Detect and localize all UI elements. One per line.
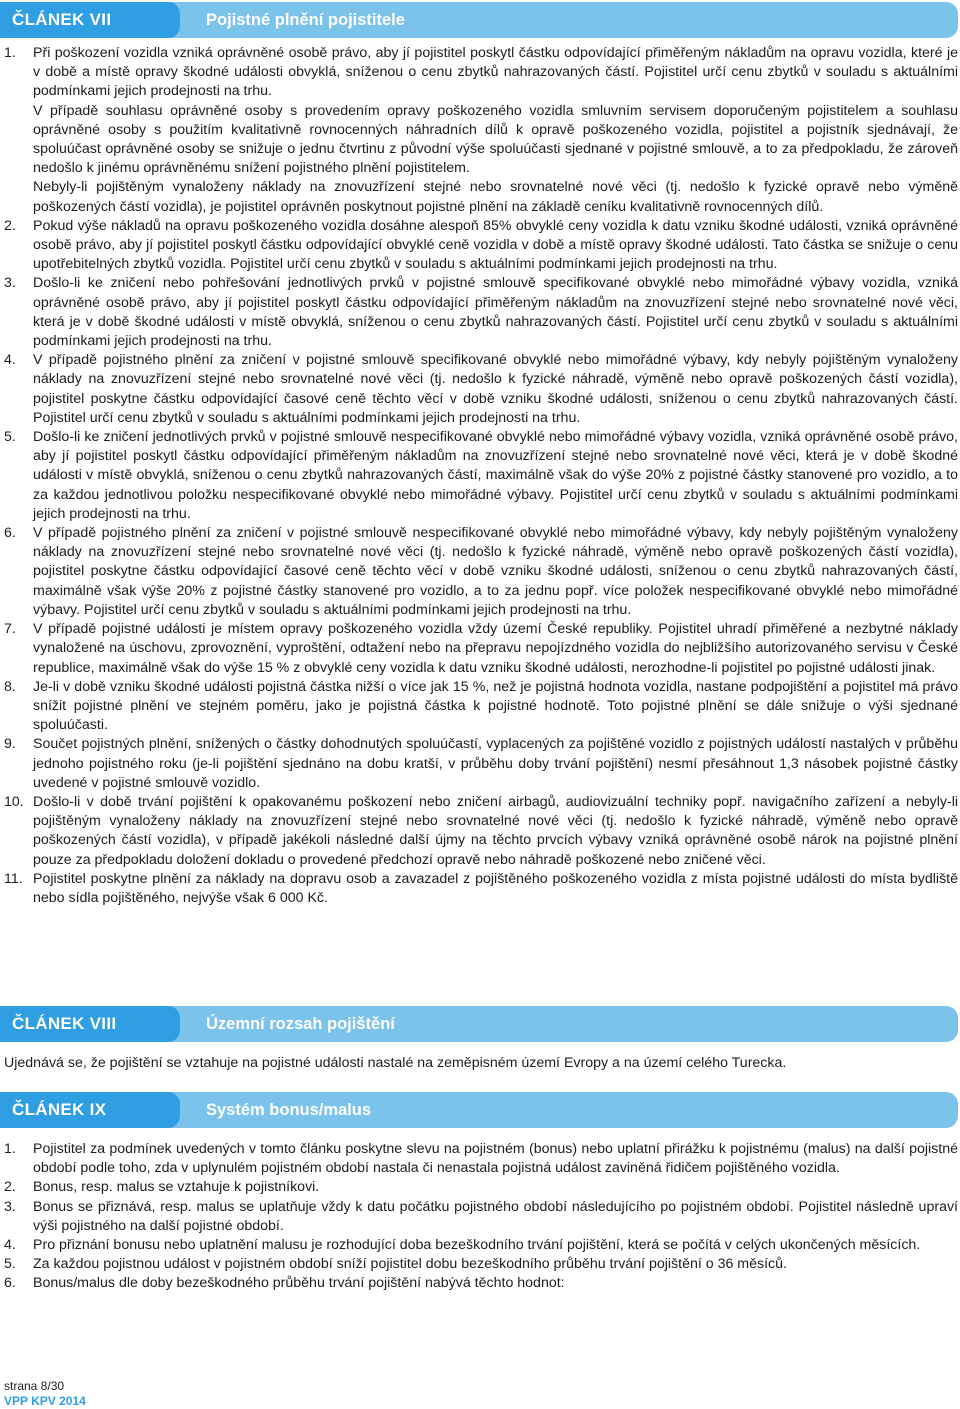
- article-7-item: [0, 351, 958, 428]
- item-paragraph: Bonus, resp. malus se vztahuje k pojistníkovi.: [33, 1179, 320, 1196]
- item-number: 3.: [4, 1198, 16, 1215]
- article-9-item: [0, 1140, 958, 1178]
- document-id: VPP KPV 2014: [4, 1394, 86, 1408]
- article-9-list: [0, 1140, 958, 1294]
- item-number: 9.: [4, 736, 16, 753]
- article-7-item: [0, 793, 958, 870]
- item-number: 1.: [4, 1141, 16, 1157]
- article-7-item: [0, 678, 958, 736]
- item-number: 8.: [4, 678, 16, 695]
- article-9-item: [0, 1255, 958, 1274]
- item-number: 11.: [4, 870, 23, 887]
- item-paragraph: V případě pojistného plnění za zničení v pojistné smlouvě specifikované obvyklé nebo mimořádné výbavy, kdy nebyly pojištěným vynaloženy náklady na znovuzřízení stejné nebo srovnatelné nové věci (tj. nedošlo k fyzické náhradě, výměně nebo opravě poškozených částí vozidla), pojistitel poskytne částku odpovídající časové ceně těchto věcí v době vzniku škodné události, sníženou o cenu zbytků nahrazovaných částí. Pojistitel určí cenu zbytků v souladu s aktuálními podmínkami jejich prodejnosti na trhu.: [33, 352, 958, 426]
- article-9-title: Systém bonus/malus: [206, 1101, 372, 1119]
- item-paragraph: Za každou pojistnou událost v pojistném období sníží pojistitel dobu bezeškodního průběhu trvání pojištění o 36 měsíců.: [33, 1256, 787, 1273]
- item-paragraph: Došlo-li v době trvání pojištění k opakovanému poškození nebo zničení airbagů, audiovizuální techniky popř. navigačního zařízení a nebyly-li pojištěným vynaloženy náklady na znovuzřízení stejné nebo srovnatelné nové věci (tj. nedošlo k fyzické náhradě, výměně nebo opravě poškozených částí vozidla), v případě jakékoli následné další újmy na těchto prvcích výbavy vzniká oprávněné osobě nárok na pojistné plnění pouze za předpokladu doložení dokladu o provedené předchozí opravě nebo náhradě poškozené nebo zničené věci.: [33, 793, 958, 868]
- article-7-list: [0, 44, 958, 908]
- item-number: 2.: [4, 1179, 16, 1196]
- article-7-title: Pojistné plnění pojistitele: [206, 11, 405, 29]
- page-number: strana 8/30: [4, 1379, 65, 1393]
- article-7-number: ČLÁNEK VII: [0, 2, 180, 38]
- article-8-number: ČLÁNEK VIII: [0, 1006, 180, 1042]
- article-9-item: [0, 1198, 958, 1236]
- article-9-header: [0, 1092, 958, 1128]
- item-number: 10.: [4, 793, 24, 810]
- article-7-item: [0, 44, 958, 217]
- item-paragraph: Součet pojistných plnění, snížených o částky dohodnutých spoluúčastí, vyplacených za pojištěné vozidlo z pojistných událostí nastalých v průběhu jednoho pojistného roku (je-li pojištění sjednáno na dobu kratší, v průběhu doby trvání pojištění) nesmí přesáhnout 1,3 násobek pojistné částky uvedené v pojistné smlouvě vozidlo.: [33, 736, 958, 791]
- item-number: 6.: [4, 525, 16, 542]
- item-number: 6.: [4, 1275, 16, 1292]
- article-9-item: [0, 1274, 958, 1293]
- article-7-header: [0, 2, 958, 38]
- item-paragraph: Pro přiznání bonusu nebo uplatnění malusu je rozhodující doba bezeškodního trvání pojištění, která se počítá v celých ukončených měsících.: [33, 1237, 921, 1254]
- item-paragraph: V případě pojistného plnění za zničení v pojistné smlouvě nespecifikované obvyklé nebo mimořádné výbavy, kdy nebyly pojištěným vynaloženy náklady na znovuzřízení stejné nebo srovnatelné nové věci (tj. nedošlo k fyzické náhradě, výměně nebo opravě poškozených částí vozidla), pojistitel poskytne částku odpovídající časové ceně těchto věcí v době vzniku škodné události, sníženou o cenu zbytků nahrazovaných částí, maximálně však výše 20% z pojistné částky stanovené pro vozidlo, a to za jednu popř. více položek nespecifikované obvyklé nebo mimořádné výbavy. Pojistitel určí cenu zbytků v souladu s aktuálními podmínkami jejich prodejnosti na trhu.: [33, 525, 958, 618]
- item-paragraph: Pojistitel poskytne plnění za náklady na dopravu osob a zavazadel z pojištěného poškozeného vozidla z místa pojistné události do místa bydliště nebo sídla pojištěného, nejvýše však 6 000 Kč.: [33, 870, 958, 906]
- item-paragraph: V případě pojistné události je místem opravy poškozeného vozidla vždy území České republiky. Pojistitel uhradí přiměřené a nezbytné náklady vynaložené na úschovu, zprovoznění, vyproštění, odtažení nebo na přepravu nepojízdného vozidla do nejbližšího autorizovaného servisu v České republice, maximálně však do výše 15 % z obvyklé ceny vozidla k datu vzniku škodné události, nerozhodne-li pojistitel po pojistné události jinak.: [33, 621, 958, 676]
- article-7-item: [0, 620, 958, 678]
- item-paragraph: Bonus se přiznává, resp. malus se uplatňuje vždy k datu počátku pojistného období následujícího po pojistném období. Pojistitel následně upraví výši pojistného na další pojistné období.: [33, 1198, 958, 1234]
- item-paragraph: Je-li v době vzniku škodné události pojistná částka nižší o více jak 15 %, než je pojistná hodnota vozidla, nastane podpojištění a pojistitel má právo snížit pojistné plnění ve stejném poměru, jako je pojistná částka k pojistné hodnotě. Toto pojistné plnění se dále snižuje o výši sjednané spoluúčasti.: [33, 678, 958, 734]
- item-number: 4.: [4, 352, 16, 369]
- page-footer: [4, 1379, 86, 1409]
- item-paragraph: Pojistitel za podmínek uvedených v tomto článku poskytne slevu na pojistném (bonus) nebo uplatní přirážku k pojistnému (malus) na další pojistné období podle toho, zda v uplynulém pojistném období nastala či nenastala pojistná událost zaviněná řidičem pojištěného vozidla.: [33, 1141, 958, 1177]
- article-7-item: [0, 274, 958, 351]
- item-number: 1.: [4, 45, 16, 61]
- article-7-item: [0, 524, 958, 620]
- article-8-header: [0, 1006, 958, 1042]
- item-paragraph: Došlo-li ke zničení nebo pohřešování jednotlivých prvků v pojistné smlouvě specifikované obvyklé nebo mimořádné výbavy vozidla, vzniká oprávněné osobě právo, aby jí pojistitel poskytl částku odpovídající přiměřeným nákladům na znovuzřízení stejné nebo srovnatelné nové věci, která je v době škodné události v místě obvyklá, sníženou o cenu zbytků nahrazovaných částí. Pojistitel určí cenu zbytků v souladu s aktuálními podmínkami jejich prodejnosti na trhu.: [33, 275, 958, 350]
- article-8-text: Ujednává se, že pojištění se vztahuje na pojistné události nastalé na zeměpisném území Evropy a na území celého Turecka.: [4, 1055, 787, 1071]
- item-number: 5.: [4, 1256, 16, 1273]
- article-7-item: [0, 870, 958, 908]
- item-number: 7.: [4, 621, 16, 638]
- article-8-title: Územní rozsah pojištění: [206, 1015, 395, 1033]
- item-paragraph: Došlo-li ke zničení jednotlivých prvků v pojistné smlouvě nespecifikované obvyklé nebo mimořádné výbavy vozidla, vzniká oprávněné osobě právo, aby jí pojistitel poskytl částku odpovídající přiměřeným nákladům na znovuzřízení stejné nebo srovnatelné nové věci, která je v době škodné události v místě obvyklá, sníženou o cenu zbytků nahrazovaných částí, maximálně však do výše 20% z pojistné částky stanovené pro vozidlo, a to za každou jednotlivou položku nespecifikované obvyklé nebo mimořádné výbavy. Pojistitel určí cenu zbytků v souladu s aktuálními podmínkami jejich prodejnosti na trhu.: [33, 429, 958, 522]
- item-number: 3.: [4, 275, 16, 292]
- article-7-item: [0, 217, 958, 275]
- item-number: 5.: [4, 429, 16, 446]
- article-7-item: [0, 735, 958, 793]
- item-number: 2.: [4, 217, 16, 234]
- item-paragraph: V případě souhlasu oprávněné osoby s provedením opravy poškozeného vozidla smluvním servisem doporučeným pojistitelem a souhlasu oprávněné osoby s použitím kvalitativně rovnocenných náhradních dílů k opravě poškozeného vozidla, pojistitel a pojistník sjednávají, že spoluúčast oprávněné osoby se snižuje o jednu čtvrtinu z původní výše spoluúčasti sjednané v pojistné smlouvě, a to za předpokladu, že zároveň nedošlo k jinému oprávněnému snížení pojistného plnění pojistitelem.: [33, 102, 958, 177]
- item-paragraph: Při poškození vozidla vzniká oprávněné osobě právo, aby jí pojistitel poskytl částku odpovídající přiměřeným nákladům na opravu vozidla, které je v době a místě opravy škodné události obvyklá, sníženou o cenu zbytků nahrazovaných částí. Pojistitel určí cenu zbytků v souladu s aktuálními podmínkami jejich prodejnosti na trhu.: [33, 45, 958, 100]
- item-paragraph: Bonus/malus dle doby bezeškodného průběhu trvání pojištění nabývá těchto hodnot:: [33, 1275, 565, 1292]
- item-number: 4.: [4, 1237, 16, 1254]
- article-9-item: [0, 1236, 958, 1255]
- article-9-number: ČLÁNEK IX: [0, 1092, 180, 1128]
- article-9-item: [0, 1178, 958, 1197]
- article-7-item: [0, 428, 958, 524]
- item-paragraph: Pokud výše nákladů na opravu poškozeného vozidla dosáhne alespoň 85% obvyklé ceny vozidla k datu vzniku škodné události, vzniká oprávněné osobě právo, aby jí pojistitel poskytl částku odpovídající obvyklé ceně vozidla v době a místě opravy škodné události. Tato částka se snižuje o cenu upotřebitelných zbytků vozidla. Pojistitel určí cenu zbytků v souladu s aktuálními podmínkami jejich prodejnosti na trhu.: [33, 217, 958, 273]
- item-paragraph: Nebyly-li pojištěným vynaloženy náklady na znovuzřízení stejné nebo srovnatelné nové věci (tj. nedošlo k fyzické opravě nebo výměně poškozených částí vozidla), je pojistitel oprávněn poskytnout pojistné plnění na základě ceníku kvalitativně rovnocenných dílů.: [33, 179, 958, 215]
